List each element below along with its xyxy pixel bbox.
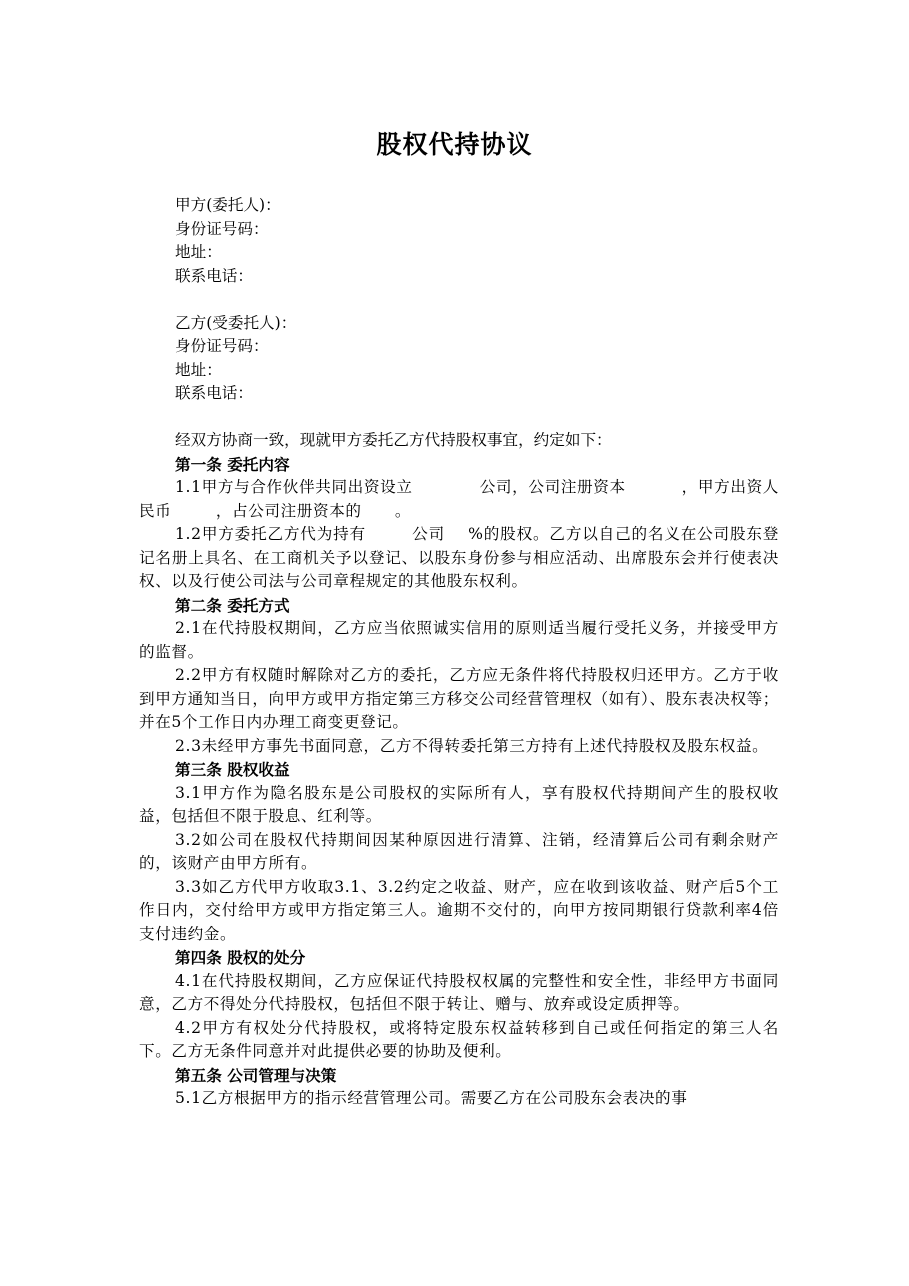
article-1-title: 第一条 委托内容 bbox=[175, 454, 290, 474]
clause-2-3: 2.3未经甲方事先书面同意，乙方不得转委托第三方持有上述代持股权及股东权益。 bbox=[175, 736, 769, 755]
party-b-id-label: 身份证号码： bbox=[175, 337, 269, 355]
party-b-phone-label: 联系电话： bbox=[175, 384, 253, 402]
party-a-block bbox=[139, 194, 779, 288]
party-a-id-label: 身份证号码： bbox=[175, 219, 269, 238]
party-a-phone-label: 联系电话： bbox=[175, 266, 253, 285]
clause-3-2: 3.2如公司在股权代持期间因某种原因进行清算、注销，经清算后公司有剩余财产的，该财产由甲方所有。 bbox=[139, 830, 779, 872]
party-a-label: 甲方(委托人)： bbox=[175, 196, 281, 214]
party-a-address-label: 地址： bbox=[175, 243, 222, 261]
intro-paragraph: 经双方协商一致，现就甲方委托乙方代持股权事宜，约定如下： bbox=[175, 431, 612, 449]
clause-1-2: 1.2甲方委托乙方代为持有 公司 %的股权。乙方以自己的名义在公司股东登记名册上具名、在工商机关予以登记、以股东身份参与相应活动、出席股东会并行使表决权、以及行使公司法与公司章程规定的其他股东权利。 bbox=[139, 525, 779, 590]
party-b-address-label: 地址： bbox=[175, 360, 222, 379]
party-b-block bbox=[139, 312, 779, 406]
clause-1-1: 1.1甲方与合作伙伴共同出资设立 公司，公司注册资本 ，甲方出资人民币 ，占公司注册资本的 。 bbox=[139, 478, 779, 520]
spacer bbox=[139, 406, 779, 430]
article-4-title: 第四条 股权的处分 bbox=[175, 948, 306, 967]
clause-3-3: 3.3如乙方代甲方收取3.1、3.2约定之收益、财产，应在收到该收益、财产后5个工作日内，交付给甲方或甲方指定第三人。逾期不交付的，向甲方按同期银行贷款利率4倍支付违约金。 bbox=[139, 877, 779, 943]
clause-4-2: 4.2甲方有权处分代持股权，或将特定股东权益转移到自己或任何指定的第三人名下。乙方无条件同意并对此提供必要的协助及便利。 bbox=[139, 1018, 779, 1060]
clause-4-1: 4.1在代持股权期间，乙方应保证代持股权权属的完整性和安全性，非经甲方书面同意，乙方不得处分代持股权，包括但不限于转让、赠与、放弃或设定质押等。 bbox=[139, 971, 779, 1013]
clause-5-1: 5.1乙方根据甲方的指示经营管理公司。需要乙方在公司股东会表决的事 bbox=[175, 1089, 688, 1107]
article-2-title: 第二条 委托方式 bbox=[175, 595, 290, 615]
article-5-title: 第五条 公司管理与决策 bbox=[175, 1065, 337, 1085]
clause-2-2: 2.2甲方有权随时解除对乙方的委托，乙方应无条件将代持股权归还甲方。乙方于收到甲方通知当日，向甲方或甲方指定第三方移交公司经营管理权（如有）、股东表决权等；并在5个工作日内办理工商变更登记。 bbox=[139, 666, 779, 731]
party-b-label: 乙方(受委托人)： bbox=[175, 313, 297, 332]
clause-2-1: 2.1在代持股权期间，乙方应当依照诚实信用的原则适当履行受托义务，并接受甲方的监督。 bbox=[139, 619, 779, 661]
spacer bbox=[139, 288, 779, 312]
document-title: 股权代持协议 bbox=[376, 130, 533, 159]
clause-3-1: 3.1甲方作为隐名股东是公司股权的实际所有人，享有股权代持期间产生的股权收益，包括但不限于股息、红利等。 bbox=[139, 783, 779, 825]
document-body bbox=[139, 194, 779, 1111]
article-3-title: 第三条 股权收益 bbox=[175, 760, 290, 779]
